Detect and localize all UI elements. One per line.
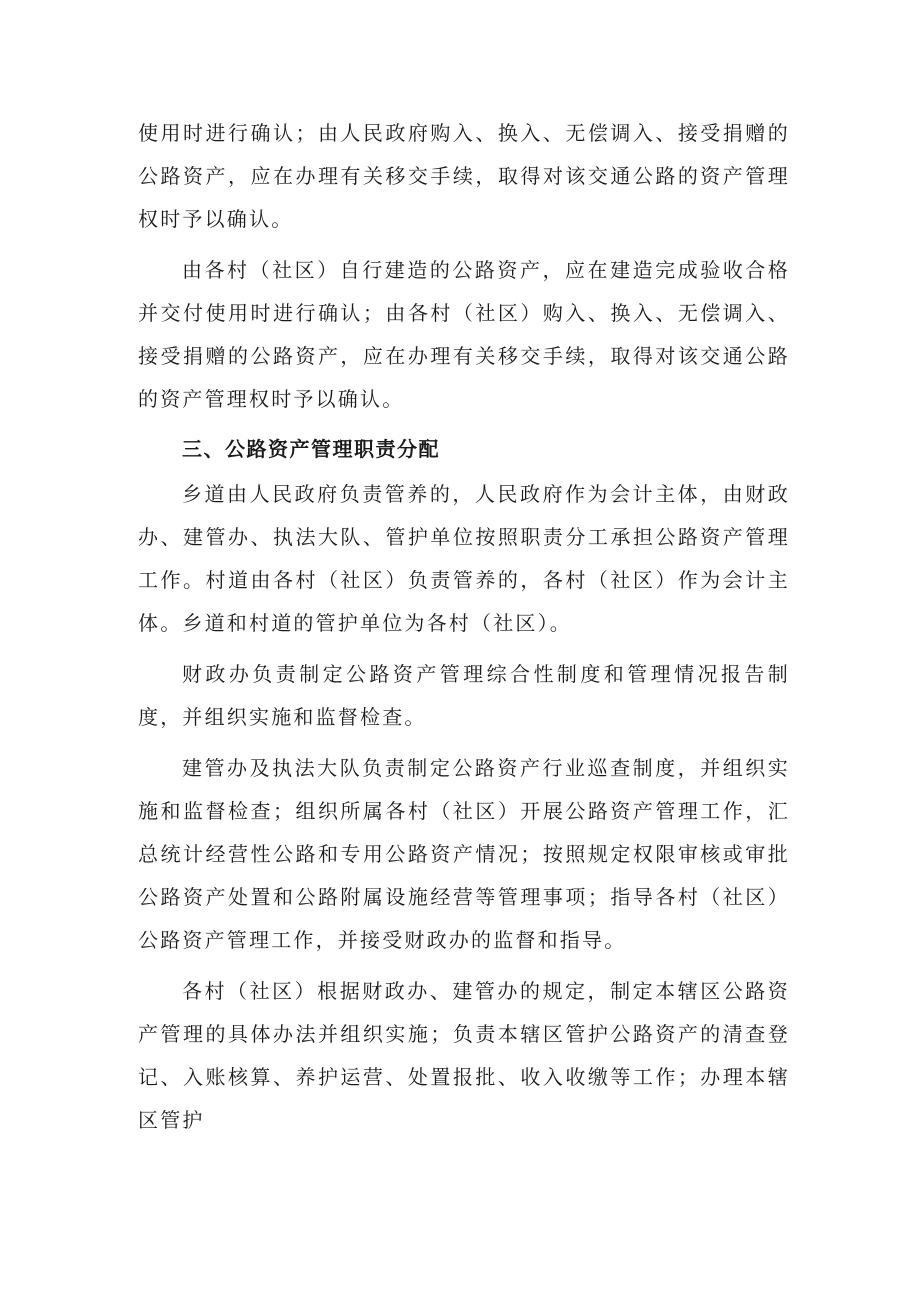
paragraph-continuation: 使用时进行确认；由人民政府购入、换入、无偿调入、接受捐赠的公路资产，应在办理有关移交手续，取得对该交通公路的资产管理权时予以确认。 bbox=[138, 121, 790, 231]
paragraph-township-roads: 乡道由人民政府负责管养的，人民政府作为会计主体，由财政办、建管办、执法大队、管护单位按照职责分工承担公路资产管理工作。村道由各村（社区）负责管养的，各村（社区）作为会计主体。乡道和村道的管护单位为各村（社区）。 bbox=[138, 482, 790, 635]
document-body bbox=[138, 112, 790, 1150]
paragraph-villages-duties: 各村（社区）根据财政办、建管办的规定，制定本辖区公路资产管理的具体办法并组织实施；负责本辖区管护公路资产的清查登记、入账核算、养护运营、处置报批、收入收缴等工作；办理本辖区管护 bbox=[138, 979, 790, 1132]
paragraph-construction-office: 建管办及执法大队负责制定公路资产行业巡查制度，并组织实施和监督检查；组织所属各村（社区）开展公路资产管理工作，汇总统计经营性公路和专用公路资产情况；按照规定权限审核或审批公路资产处置和公路附属设施经营等管理事项；指导各村（社区）公路资产管理工作，并接受财政办的监督和指导。 bbox=[138, 756, 790, 952]
paragraph-finance-office: 财政办负责制定公路资产管理综合性制度和管理情况报告制度，并组织实施和监督检查。 bbox=[138, 662, 790, 729]
paragraph-village-assets: 由各村（社区）自行建造的公路资产，应在建造完成验收合格并交付使用时进行确认；由各村（社区）购入、换入、无偿调入、接受捐赠的公路资产，应在办理有关移交手续，取得对该交通公路的资产管理权时予以确认。 bbox=[138, 258, 790, 411]
section-heading: 三、公路资产管理职责分配 bbox=[182, 437, 440, 461]
